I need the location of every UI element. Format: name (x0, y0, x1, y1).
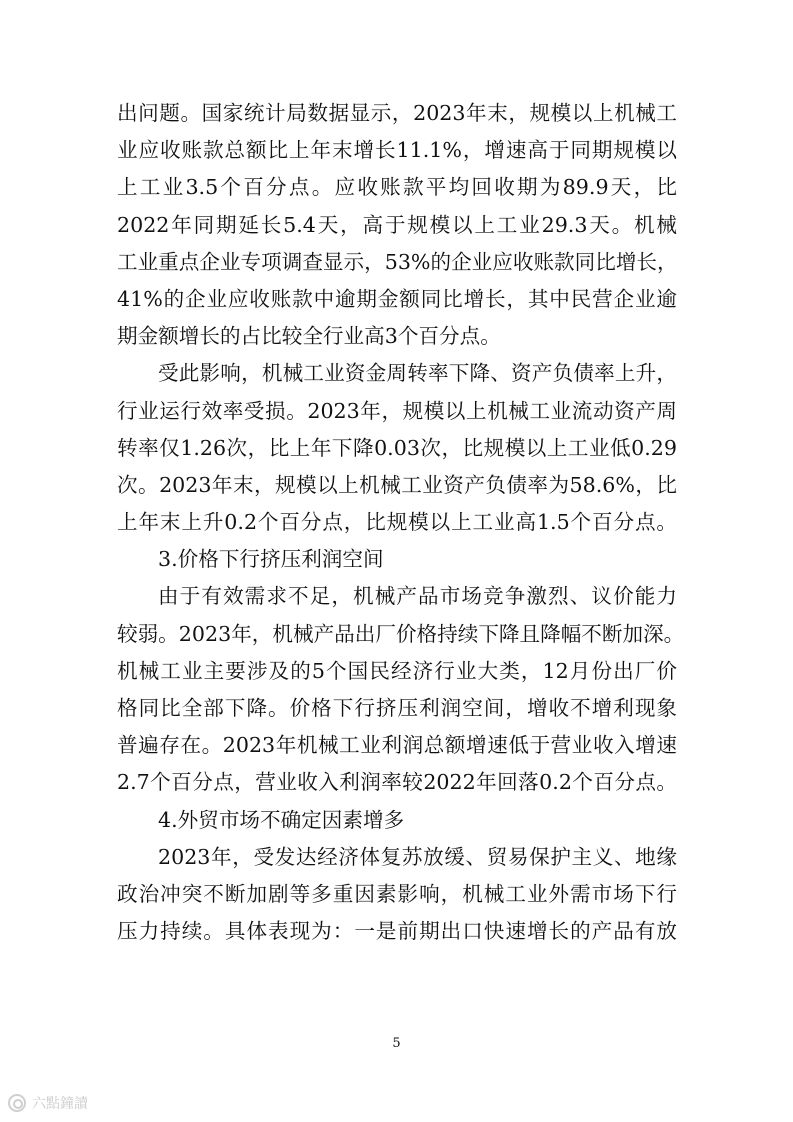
text-line: 出问题。国家统计局数据显示，2023年末，规模以上机械工 (117, 101, 677, 125)
text-line: 较弱。2023年，机械产品出厂价格持续下降且降幅不断加深。 (117, 621, 685, 646)
text-line: 期金额增长的占比较全行业高3个百分点。 (117, 324, 501, 349)
text-line: 41%的企业应收账款中逾期金额同比增长，其中民营企业逾 (117, 286, 677, 311)
text-line: 由于有效需求不足，机械产品市场竞争激烈、议价能力 (158, 584, 677, 609)
text-line: 2023年，受发达经济体复苏放缓、贸易保护主义、地缘 (158, 844, 677, 869)
page-number: 5 (392, 1036, 401, 1051)
text-line: 转率仅1.26次，比上年下降0.03次，比规模以上工业低0.29 (117, 435, 677, 460)
text-line: 工业重点企业专项调查显示，53%的企业应收账款同比增长， (117, 249, 678, 274)
text-line: 业应收账款总额比上年末增长11.1%，增速高于同期规模以 (117, 138, 677, 163)
text-line: 2022年同期延长5.4天，高于规模以上工业29.3天。机械 (117, 212, 677, 237)
text-line: 上工业3.5个百分点。应收账款平均回收期为89.9天，比 (117, 175, 677, 200)
text-line: 2.7个百分点，营业收入利润率较2022年回落0.2个百分点。 (117, 770, 677, 795)
watermark-text: 六點鐘讀 (32, 1096, 88, 1112)
text-line: 普遍存在。2023年机械工业利润总额增速低于营业收入增速 (117, 733, 677, 758)
section-heading: 4.外贸市场不确定因素增多 (158, 807, 405, 832)
text-line: 受此影响，机械工业资金周转率下降、资产负债率上升， (158, 361, 677, 386)
text-line: 行业运行效率受损。2023年，规模以上机械工业流动资产周 (117, 398, 677, 423)
text-line: 机械工业主要涉及的5个国民经济行业大类，12月份出厂价 (117, 658, 677, 683)
text-line: 次。2023年末，规模以上机械工业资产负债率为58.6%，比 (117, 472, 677, 497)
watermark (8, 1092, 88, 1114)
section-heading: 3.价格下行挤压利润空间 (158, 547, 384, 572)
text-line: 上年末上升0.2个百分点，比规模以上工业高1.5个百分点。 (117, 510, 677, 535)
logo-icon (8, 1094, 26, 1112)
text-line: 压力持续。具体表现为：一是前期出口快速增长的产品有放 (117, 919, 677, 944)
text-line: 政治冲突不断加剧等多重因素影响，机械工业外需市场下行 (117, 881, 677, 906)
text-line: 格同比全部下降。价格下行挤压利润空间，增收不增利现象 (117, 696, 677, 720)
body-text (117, 95, 685, 950)
